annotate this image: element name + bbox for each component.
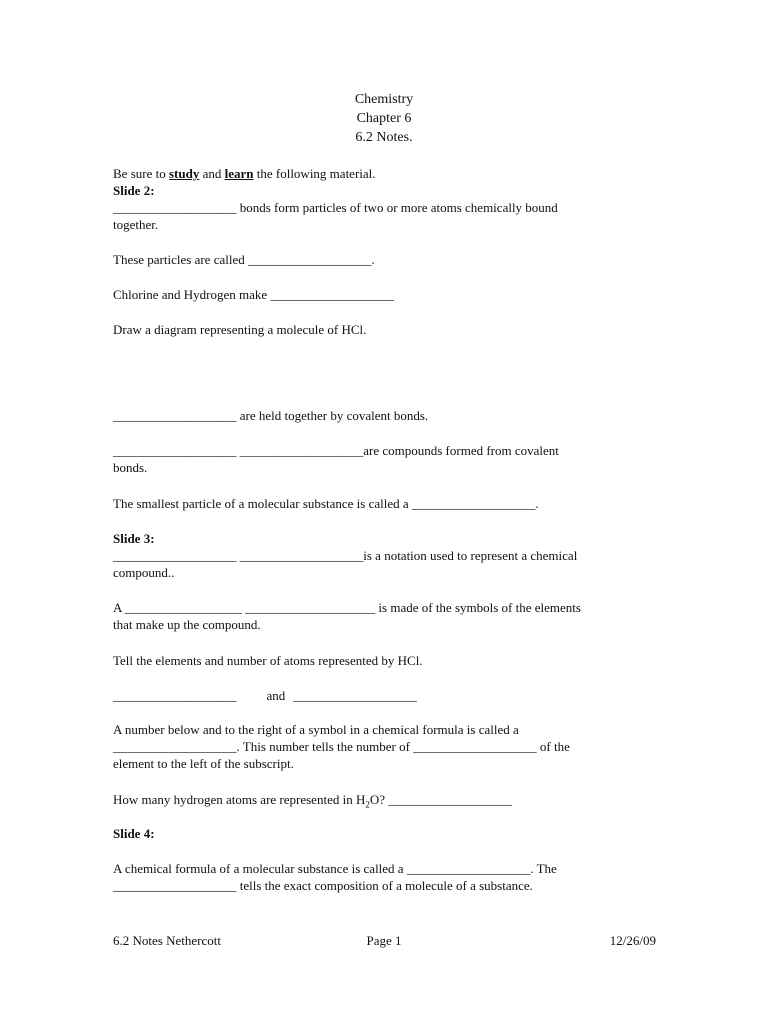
slide3-q3: Tell the elements and number of atoms represented by HCl. — [113, 653, 423, 668]
subscript: 2 — [365, 799, 370, 810]
slide3-q4 — [113, 687, 658, 704]
slide3-q6-blank: O? ___________________ — [369, 792, 512, 807]
slide2-q4: Draw a diagram representing a molecule of HCl. — [113, 322, 367, 337]
slide3-q2-line2: that make up the compound. — [113, 617, 261, 632]
intro-line — [113, 165, 658, 182]
fill-blank: ___________________ — [113, 200, 237, 215]
slide3-q5-line1: A number below and to the right of a symbol in a chemical formula is called a — [113, 722, 519, 737]
document-title: Chemistry — [354, 92, 414, 107]
section-title: 6.2 Notes. — [355, 130, 413, 145]
slide4-q1-line1: A chemical formula of a molecular substance is called a ___________________. The — [113, 861, 557, 876]
footer-page-number: Page 1 — [366, 933, 402, 948]
slide3-q6-text: How many hydrogen atoms are represented in H — [113, 792, 366, 807]
footer-date: 12/26/09 — [609, 933, 656, 948]
slide2-q1-text: bonds form particles of two or more atoms chemically bound — [236, 200, 558, 215]
slide3-q5-line2: ___________________. This number tells the number of ___________________ of the — [113, 739, 570, 754]
slide4-heading: Slide 4: — [113, 826, 155, 841]
intro-study-emphasis: study — [168, 166, 200, 181]
slide4-q1-line2: ___________________ tells the exact composition of a molecule of a substance. — [113, 878, 533, 893]
slide2-q3: Chlorine and Hydrogen make ___________________ — [113, 287, 394, 302]
chapter-title: Chapter 6 — [356, 111, 412, 126]
intro-text-mid: and — [199, 166, 225, 181]
footer-title: 6.2 Notes Nethercott — [113, 933, 221, 948]
slide3-q1-line2: compound.. — [113, 565, 175, 580]
slide2-heading: Slide 2: — [113, 183, 155, 198]
slide2-q5: ___________________ are held together by covalent bonds. — [113, 408, 429, 423]
intro-learn-emphasis: learn — [224, 166, 254, 181]
slide2-q1-line2: together. — [113, 217, 159, 232]
slide2-q2: These particles are called ___________________. — [113, 252, 375, 267]
intro-text-pre: Be sure to — [113, 166, 169, 181]
slide3-heading: Slide 3: — [113, 531, 155, 546]
intro-text-post: the following material. — [253, 166, 376, 181]
fill-blank: ___________________ — [293, 688, 417, 703]
slide2-q6-line2: bonds. — [113, 460, 148, 475]
slide2-q6-line1: ___________________ ___________________are compounds formed from covalent — [113, 443, 559, 458]
fill-blank: ___________________ — [113, 688, 237, 703]
slide3-q5-line3: element to the left of the subscript. — [113, 756, 294, 771]
slide3-q6 — [113, 791, 658, 814]
slide2-q7: The smallest particle of a molecular substance is called a ___________________. — [113, 496, 539, 511]
slide2-q1-line1 — [113, 199, 658, 216]
slide3-q2-line1: A __________________ ____________________ is made of the symbols of the elements — [113, 600, 581, 615]
slide3-q1-line1: ___________________ ___________________is a notation used to represent a chemical — [113, 548, 578, 563]
and-text: and — [266, 688, 286, 703]
